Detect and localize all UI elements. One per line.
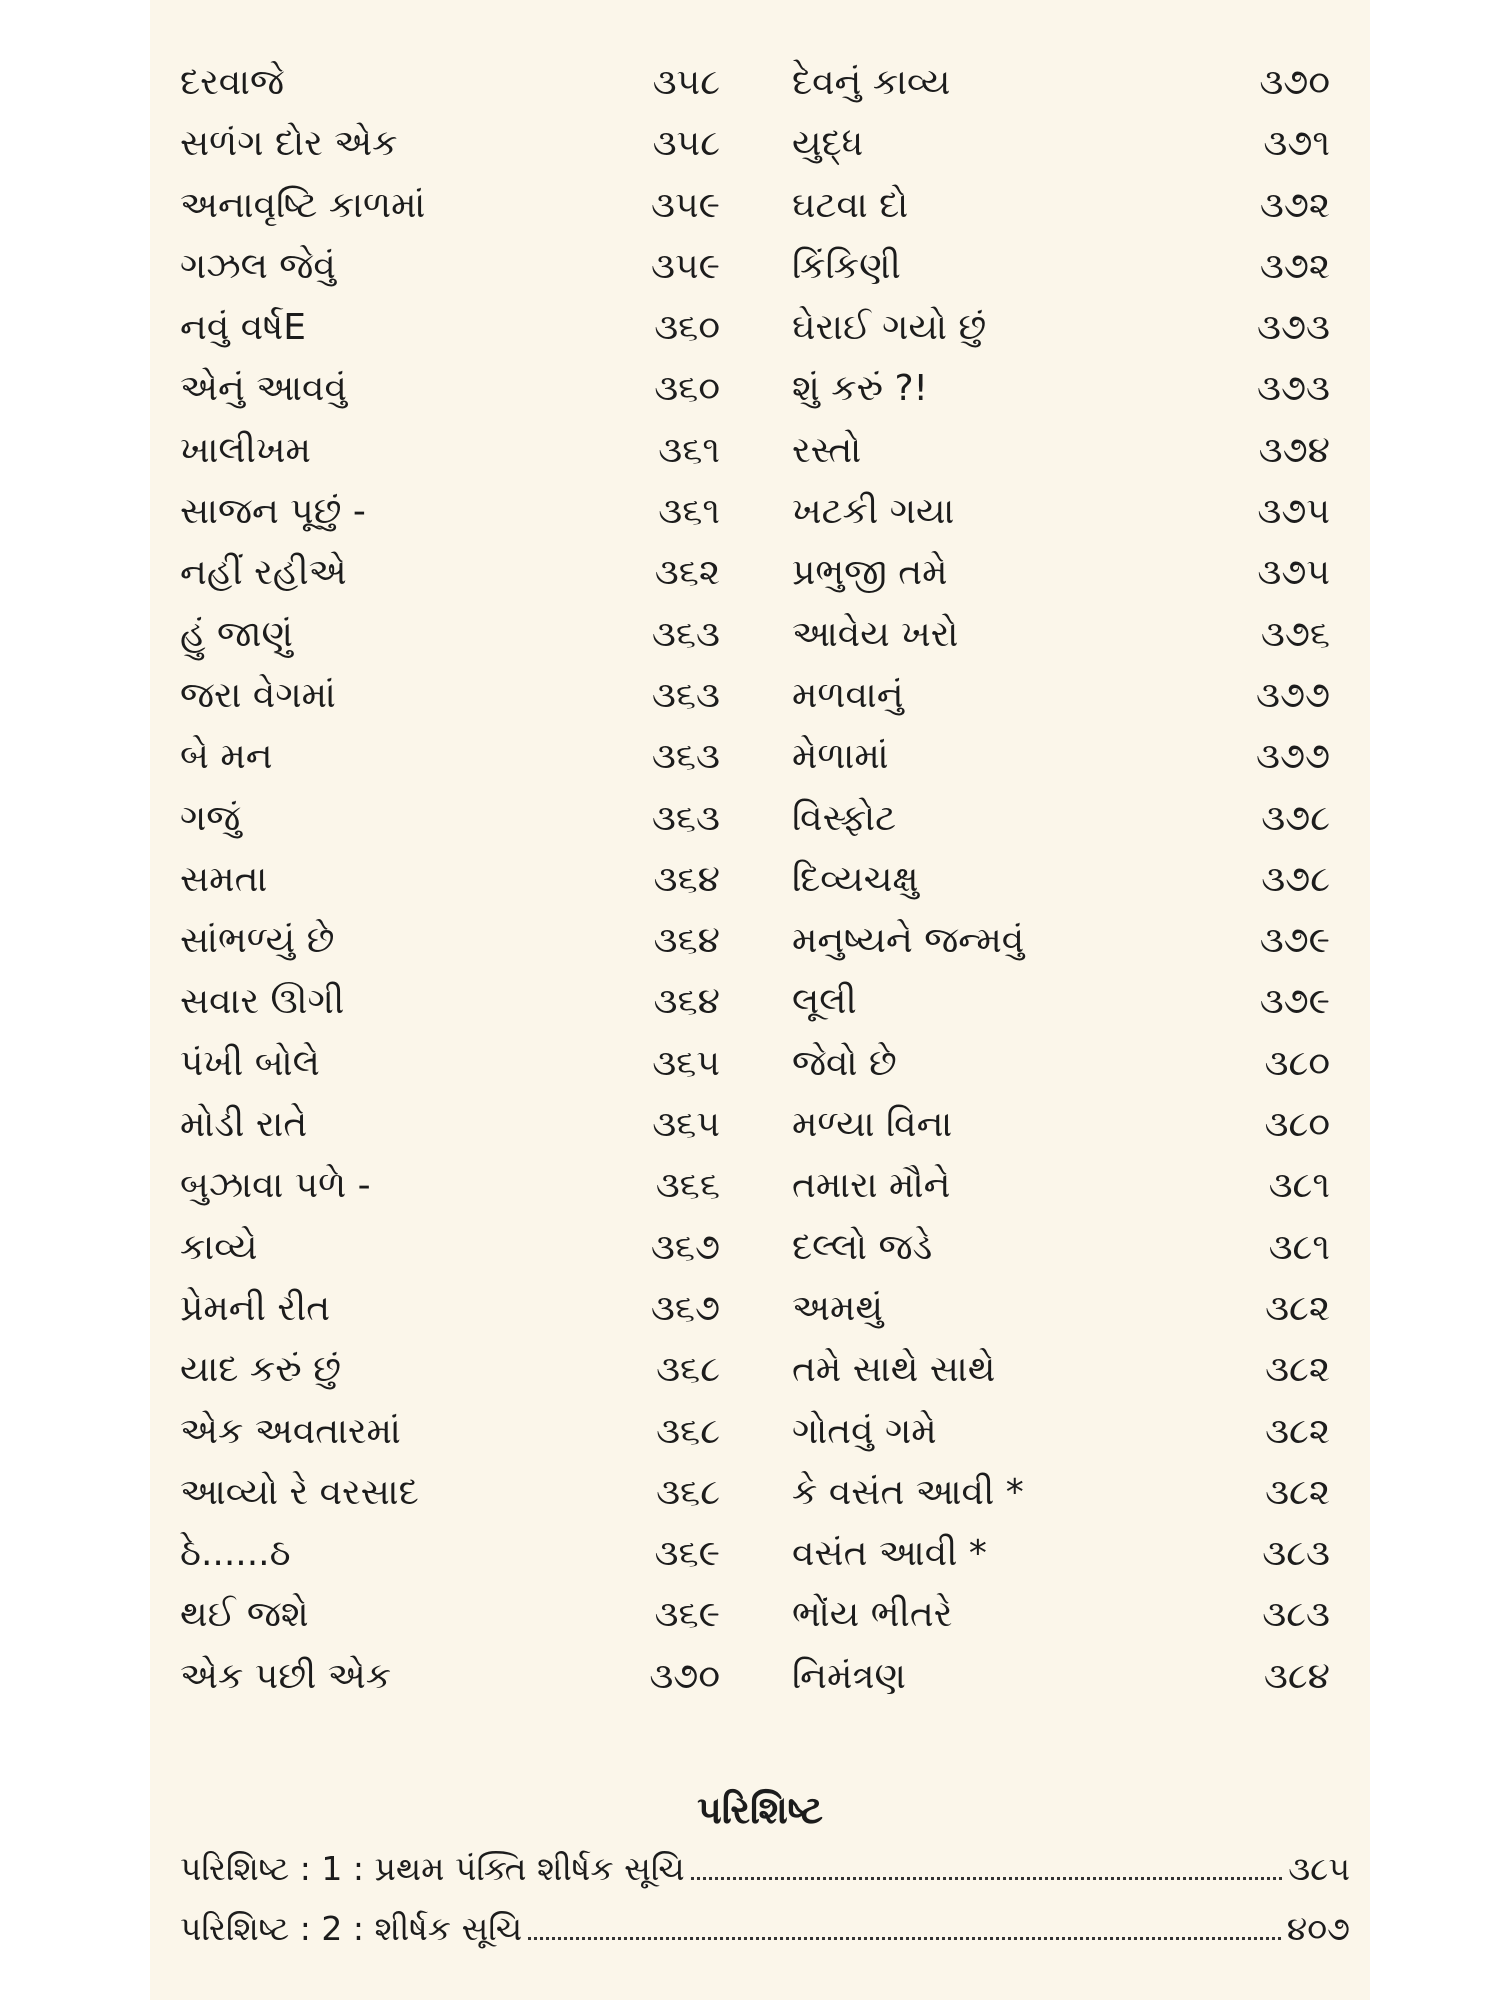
right-entry-page: ૩૮૦	[1264, 1042, 1330, 1084]
right-entry-page: ૩૭૯	[1259, 981, 1330, 1023]
right-entry-page: ૩૮૦	[1264, 1104, 1330, 1146]
left-entry-title: ગજું	[180, 797, 241, 839]
dot-leader	[691, 1843, 1282, 1880]
right-entry-title: યુદ્ધ	[792, 123, 864, 165]
right-entry-page: ૩૭૩	[1257, 368, 1330, 410]
contents-row	[180, 1590, 1360, 1651]
left-entry-page: ૩૬૭	[650, 1287, 720, 1329]
left-entry-page: ૩૬૮	[656, 1471, 720, 1513]
right-entry-page: ૩૭૪	[1258, 429, 1330, 471]
left-entry-title: કાવ્યે	[180, 1226, 258, 1268]
right-entry-page: ૩૭૯	[1259, 920, 1330, 962]
left-entry-page: ૩૬૭	[650, 1226, 720, 1268]
left-entry-page: ૩૬૫	[652, 1042, 720, 1084]
left-entry-page: ૩૬૯	[654, 1594, 720, 1636]
contents-row	[180, 303, 1360, 364]
left-entry-page: ૩૬૯	[654, 1533, 720, 1575]
left-entry-page: ૩૬૧	[658, 429, 720, 471]
left-entry-title: ઠે......ઠ	[180, 1533, 291, 1575]
left-entry-page: ૩૬૩	[651, 674, 720, 716]
left-entry-title: એક પછી એક	[180, 1655, 392, 1697]
right-entry-page: ૩૮૪	[1263, 1655, 1330, 1697]
contents-row	[180, 855, 1360, 916]
left-entry-page: ૩૫૯	[651, 184, 720, 226]
right-entry-page: ૩૭૫	[1257, 491, 1330, 533]
right-entry-page: ૩૮૩	[1262, 1594, 1330, 1636]
right-entry-page: ૩૭૨	[1259, 245, 1330, 287]
contents-row	[180, 1161, 1360, 1222]
left-entry-page: ૩૫૯	[651, 245, 720, 287]
contents-row	[180, 548, 1360, 609]
right-entry-page: ૩૮૩	[1262, 1533, 1330, 1575]
right-entry-title: તમે સાથે સાથે	[792, 1349, 996, 1391]
right-entry-page: ૩૭૭	[1255, 736, 1330, 778]
right-entry-title: શું કરું ?!	[792, 368, 928, 410]
left-entry-page: ૩૫૮	[652, 62, 720, 103]
left-entry-page: ૩૭૦	[649, 1655, 720, 1697]
contents-row	[180, 794, 1360, 855]
left-entry-page: ૩૬૩	[651, 613, 720, 655]
right-entry-page: ૩૭૮	[1261, 858, 1330, 900]
right-entry-title: રસ્તો	[792, 429, 862, 471]
left-entry-title: નહીં રહીએ	[180, 552, 347, 594]
left-entry-title: ગઝલ જેવું	[180, 245, 336, 287]
right-entry-title: દલ્લો જડે	[792, 1226, 933, 1268]
contents-row	[180, 1345, 1360, 1406]
contents-row	[180, 1100, 1360, 1161]
left-entry-page: ૩૬૪	[653, 981, 720, 1023]
right-entry-page: ૩૭૮	[1261, 797, 1330, 839]
right-entry-title: લૂલી	[792, 981, 857, 1023]
right-entry-title: અમથું	[792, 1287, 884, 1329]
right-entry-title: ઘેરાઈ ગયો છું	[792, 307, 987, 349]
left-entry-page: ૩૫૮	[652, 123, 720, 165]
left-entry-title: થઈ જશે	[180, 1594, 309, 1636]
right-entry-page: ૩૭૭	[1255, 674, 1330, 716]
right-entry-title: વિસ્ફોટ	[792, 797, 897, 839]
right-entry-title: મેળામાં	[792, 736, 889, 778]
left-entry-title: સમતા	[180, 858, 268, 900]
right-entry-title: ગોતવું ગમે	[792, 1410, 937, 1452]
right-entry-title: દિવ્યચક્ષુ	[792, 858, 919, 900]
dot-leader	[528, 1903, 1281, 1940]
contents-row	[180, 1407, 1360, 1468]
right-entry-page: ૩૮૧	[1268, 1165, 1330, 1207]
right-entry-title: નિમંત્રણ	[792, 1655, 906, 1697]
right-entry-title: જેવો છે	[792, 1042, 897, 1084]
left-entry-title: એનું આવવું	[180, 368, 347, 410]
contents-row	[180, 732, 1360, 793]
left-entry-page: ૩૬૦	[654, 307, 720, 349]
left-entry-title: પ્રેમની રીત	[180, 1287, 331, 1329]
right-entry-title: મળવાનું	[792, 674, 904, 716]
left-entry-page: ૩૬૨	[654, 552, 720, 594]
left-entry-page: ૩૬૪	[653, 858, 720, 900]
left-entry-title: સળંગ દોર એક	[180, 123, 398, 165]
right-entry-title: કે વસંત આવી *	[792, 1471, 1024, 1513]
left-entry-page: ૩૬૪	[653, 920, 720, 962]
left-entry-title: ખાલીખમ	[180, 429, 311, 471]
left-entry-title: સાંભળ્યું છે	[180, 920, 335, 962]
left-entry-title: મોડી રાતે	[180, 1104, 308, 1146]
right-entry-title: મનુષ્યને જન્મવું	[792, 920, 1025, 962]
appendix-entry-page: ૪૦૭	[1286, 1909, 1350, 1948]
left-entry-title: એક અવતારમાં	[180, 1410, 401, 1452]
right-entry-title: વસંત આવી *	[792, 1533, 987, 1575]
contents-row	[180, 610, 1360, 671]
contents-row	[180, 181, 1360, 242]
right-entry-page: ૩૭૫	[1257, 552, 1330, 594]
contents-row	[180, 119, 1360, 180]
left-entry-page: ૩૬૮	[656, 1349, 720, 1391]
contents-row	[180, 364, 1360, 425]
left-entry-title: યાદ કરું છું	[180, 1349, 341, 1391]
right-entry-title: ભોંય ભીતરે	[792, 1594, 953, 1636]
contents-row	[180, 1529, 1360, 1590]
right-entry-title: આવેય ખરો	[792, 613, 959, 655]
right-entry-page: ૩૭૧	[1263, 123, 1330, 165]
left-entry-title: સાજન પૂછું -	[180, 491, 366, 533]
right-entry-title: દેવનું કાવ્ય	[792, 62, 951, 103]
contents-row	[180, 671, 1360, 732]
appendix-entry-page: ૩૮૫	[1288, 1849, 1350, 1888]
left-entry-page: ૩૬૬	[655, 1165, 720, 1207]
left-entry-title: નવું વર્ષE	[180, 307, 306, 349]
left-entry-title: બુઝાવા પળે -	[180, 1165, 371, 1207]
contents-row	[180, 242, 1360, 303]
contents-row	[180, 1652, 1360, 1713]
left-entry-title: જરા વેગમાં	[180, 674, 336, 716]
appendix-entry-2	[180, 1902, 1350, 1956]
appendix-heading: પરિશિષ્ટ	[697, 1788, 823, 1832]
contents-row	[180, 487, 1360, 548]
contents-row	[180, 1039, 1360, 1100]
left-entry-page: ૩૬૧	[658, 491, 720, 533]
left-entry-title: હું જાણું	[180, 613, 293, 655]
contents-row	[180, 58, 1360, 119]
left-entry-title: બે મન	[180, 736, 273, 778]
contents-row	[180, 1223, 1360, 1284]
left-entry-title: અનાવૃષ્ટિ કાળમાં	[180, 184, 426, 226]
right-entry-page: ૩૭૨	[1259, 184, 1330, 226]
contents-row	[180, 977, 1360, 1038]
contents-row	[180, 1468, 1360, 1529]
right-entry-page: ૩૮૨	[1265, 1349, 1330, 1391]
left-entry-title: પંખી બોલે	[180, 1042, 320, 1084]
left-entry-page: ૩૬૮	[656, 1410, 720, 1452]
right-entry-page: ૩૮૧	[1268, 1226, 1330, 1268]
contents-row	[180, 1284, 1360, 1345]
right-entry-title: ખટકી ગયા	[792, 491, 955, 533]
left-entry-title: દરવાજે	[180, 62, 285, 103]
right-entry-title: કિંકિણી	[792, 245, 901, 287]
left-entry-page: ૩૬૫	[652, 1104, 720, 1146]
left-entry-page: ૩૬૦	[654, 368, 720, 410]
left-entry-title: આવ્યો રે વરસાદ	[180, 1471, 419, 1513]
appendix-entry-label: પરિશિષ્ટ : 1 : પ્રથમ પંક્તિ શીર્ષક સૂચિ	[180, 1849, 685, 1888]
contents-row	[180, 426, 1360, 487]
right-entry-title: તમારા મૌને	[792, 1165, 951, 1207]
contents-list	[180, 58, 1360, 1713]
left-entry-page: ૩૬૩	[651, 736, 720, 778]
right-entry-title: પ્રભુજી તમે	[792, 552, 948, 594]
right-entry-page: ૩૮૨	[1265, 1410, 1330, 1452]
right-entry-page: ૩૭૩	[1257, 307, 1330, 349]
left-entry-page: ૩૬૩	[651, 797, 720, 839]
right-entry-page: ૩૮૨	[1265, 1471, 1330, 1513]
right-entry-title: મળ્યા વિના	[792, 1104, 953, 1146]
right-entry-page: ૩૭૬	[1260, 613, 1330, 655]
appendix-entry-1	[180, 1842, 1350, 1896]
book-page	[150, 0, 1370, 2000]
appendix-entry-label: પરિશિષ્ટ : 2 : શીર્ષક સૂચિ	[180, 1909, 523, 1948]
right-entry-title: ઘટવા દો	[792, 184, 909, 226]
left-entry-title: સવાર ઊગી	[180, 981, 345, 1023]
right-entry-page: ૩૭૦	[1259, 62, 1330, 103]
right-entry-page: ૩૮૨	[1265, 1287, 1330, 1329]
contents-row	[180, 916, 1360, 977]
